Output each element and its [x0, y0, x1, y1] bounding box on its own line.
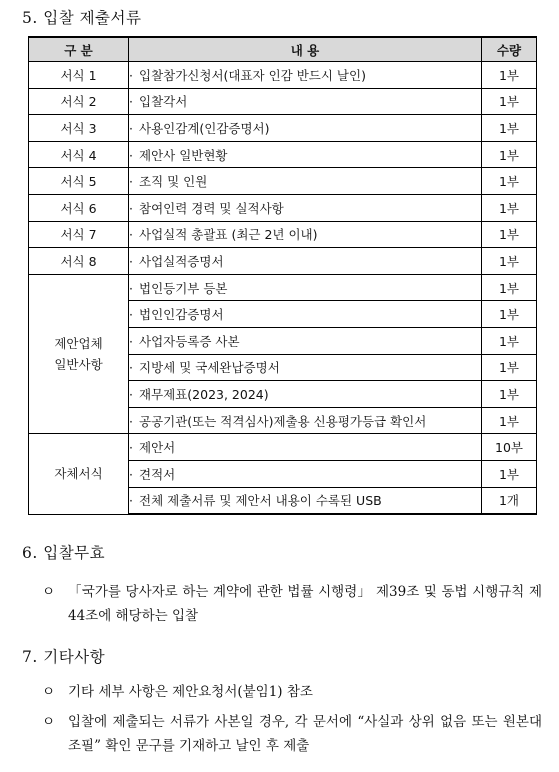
quantity: 1부: [482, 221, 537, 248]
quantity: 10부: [482, 434, 537, 461]
form-label: 서식 6: [29, 194, 129, 221]
document-content: [129, 115, 482, 142]
quantity: 1부: [482, 460, 537, 487]
document-name: 사용인감계(인감증명서): [139, 120, 270, 136]
bullet-marker: ·: [129, 466, 133, 482]
list-marker: ㅇ: [42, 714, 56, 730]
document-name: 지방세 및 국세완납증명서: [139, 360, 280, 376]
quantity: 1개: [482, 487, 537, 514]
document-name: 조직 및 인원: [139, 174, 208, 190]
bullet-marker: ·: [129, 147, 133, 163]
invalid-bid-item: [42, 580, 542, 628]
table-row: [29, 434, 537, 461]
table-row: [29, 88, 537, 115]
document-name: 참여인력 경력 및 실적사항: [139, 200, 284, 216]
group-label-line1: 제안업체: [54, 336, 103, 352]
bullet-marker: ·: [129, 67, 133, 83]
document-name: 사업자등록증 사본: [139, 333, 240, 349]
document-name: 입찰각서: [139, 94, 188, 110]
bullet-marker: ·: [129, 227, 133, 243]
document-content: [129, 168, 482, 195]
document-name: 제안사 일반현황: [139, 147, 228, 163]
document-name: 법인등기부 등본: [139, 280, 228, 296]
document-content: [129, 381, 482, 408]
table-row: [29, 115, 537, 142]
form-label: 서식 4: [29, 141, 129, 168]
bullet-marker: ·: [129, 307, 133, 323]
quantity: 1부: [482, 407, 537, 434]
section-7-title: 7. 기타사항: [22, 648, 106, 666]
header-quantity: 수량: [482, 37, 537, 62]
quantity: 1부: [482, 354, 537, 381]
document-content: [129, 434, 482, 461]
quantity: 1부: [482, 141, 537, 168]
bullet-marker: ·: [129, 200, 133, 216]
bullet-marker: ·: [129, 360, 133, 376]
header-content: 내 용: [129, 37, 482, 62]
group-label-line2: 일반사항: [54, 357, 103, 373]
document-content: [129, 460, 482, 487]
group-company-general: [29, 274, 129, 434]
document-content: [129, 221, 482, 248]
document-content: [129, 88, 482, 115]
form-label: 서식 8: [29, 248, 129, 275]
bullet-marker: ·: [129, 253, 133, 269]
bullet-marker: ·: [129, 413, 133, 429]
form-label: 서식 1: [29, 62, 129, 89]
invalid-bid-text: 「국가를 당사자로 하는 계약에 관한 법률 시행령」 제39조 및 동법 시행규칙 제44조에 해당하는 입찰: [68, 584, 542, 624]
document-content: [129, 194, 482, 221]
form-label: 서식 5: [29, 168, 129, 195]
other-item-1: [42, 680, 542, 704]
bullet-marker: ·: [129, 94, 133, 110]
document-content: [129, 141, 482, 168]
document-content: [129, 301, 482, 328]
list-marker: ㅇ: [42, 584, 56, 600]
bullet-marker: ·: [129, 440, 133, 456]
header-category: 구 분: [29, 37, 129, 62]
bullet-marker: ·: [129, 386, 133, 402]
other-item-2: [42, 710, 542, 758]
bullet-marker: ·: [129, 120, 133, 136]
quantity: 1부: [482, 194, 537, 221]
section-5-title: 5. 입찰 제출서류: [22, 9, 142, 27]
document-name: 제안서: [139, 440, 176, 456]
table-row: [29, 62, 537, 89]
quantity: 1부: [482, 62, 537, 89]
quantity: 1부: [482, 301, 537, 328]
document-name: 사업실적 총괄표 (최근 2년 이내): [139, 227, 318, 243]
list-marker: ㅇ: [42, 684, 56, 700]
form-label: 서식 7: [29, 221, 129, 248]
document-name: 법인인감증명서: [139, 307, 224, 323]
other-item-1-text: 기타 세부 사항은 제안요청서(붙임1) 참조: [68, 684, 313, 700]
table-row: [29, 194, 537, 221]
document-content: [129, 274, 482, 301]
document-content: [129, 407, 482, 434]
bullet-marker: ·: [129, 174, 133, 190]
quantity: 1부: [482, 168, 537, 195]
document-name: 전체 제출서류 및 제안서 내용이 수록된 USB: [139, 493, 382, 509]
document-content: [129, 354, 482, 381]
submission-documents-table: [28, 36, 537, 515]
form-label: 서식 2: [29, 88, 129, 115]
section-6-title: 6. 입찰무효: [22, 544, 106, 562]
quantity: 1부: [482, 115, 537, 142]
document-name: 공공기관(또는 적격심사)제출용 신용평가등급 확인서: [139, 413, 427, 429]
document-content: [129, 487, 482, 514]
quantity: 1부: [482, 88, 537, 115]
document-name: 입찰참가신청서(대표자 인감 반드시 날인): [139, 67, 366, 83]
form-label: 서식 3: [29, 115, 129, 142]
table-header-row: [29, 37, 537, 62]
group-own-forms: 자체서식: [29, 434, 129, 514]
document-name: 사업실적증명서: [139, 253, 224, 269]
document-content: [129, 327, 482, 354]
bullet-marker: ·: [129, 280, 133, 296]
quantity: 1부: [482, 248, 537, 275]
table-row: [29, 141, 537, 168]
bullet-marker: ·: [129, 333, 133, 349]
quantity: 1부: [482, 381, 537, 408]
other-item-2-text: 입찰에 제출되는 서류가 사본일 경우, 각 문서에 “사실과 상위 없음 또는 원본대조필” 확인 문구를 기재하고 날인 후 제출: [68, 714, 542, 754]
table-row: [29, 274, 537, 301]
document-content: [129, 248, 482, 275]
bullet-marker: ·: [129, 493, 133, 509]
quantity: 1부: [482, 274, 537, 301]
table-row: [29, 168, 537, 195]
table-row: [29, 248, 537, 275]
document-content: [129, 62, 482, 89]
document-name: 견적서: [139, 466, 176, 482]
document-name: 재무제표(2023, 2024): [139, 386, 269, 402]
quantity: 1부: [482, 327, 537, 354]
table-row: [29, 221, 537, 248]
